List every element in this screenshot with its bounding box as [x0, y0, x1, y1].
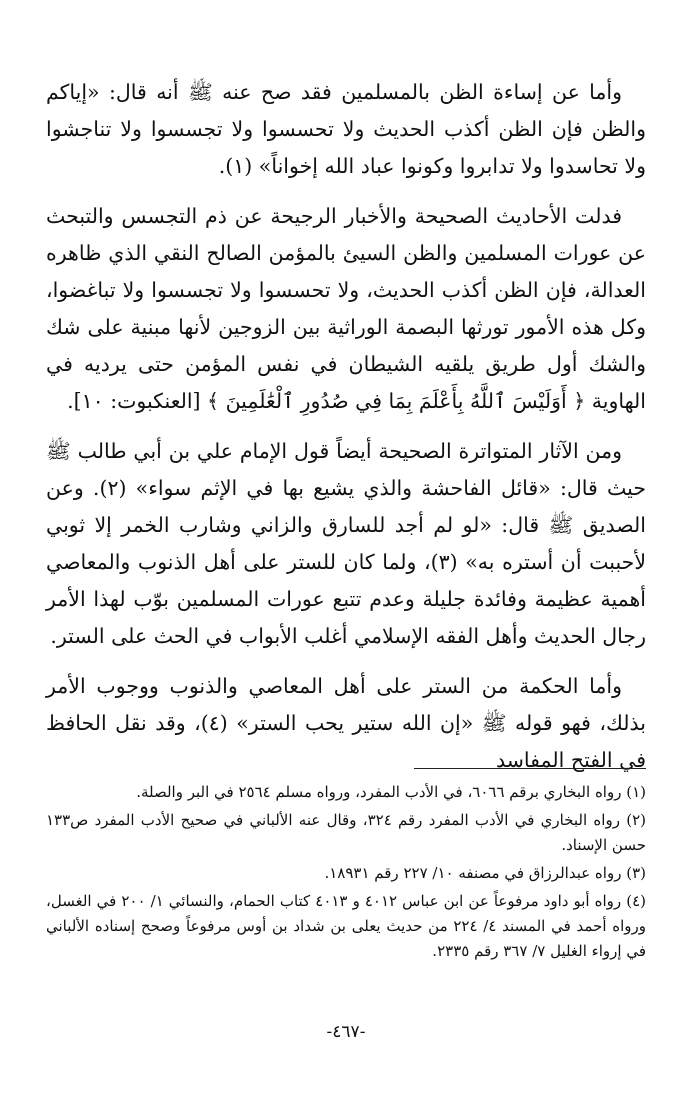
document-page	[46, 0, 646, 1107]
footnote-separator	[414, 768, 646, 769]
footnote-2: (٢) رواه البخاري في الأدب المفرد رقم ٣٢٤، وقال عنه الألباني في صحيح الأدب المفرد ص١٣٣ حسن الإسناد.	[46, 811, 646, 854]
footnote-3: (٣) رواه عبدالرزاق في مصنفه ١٠/ ٢٢٧ رقم ١٨٩٣١.	[324, 864, 646, 882]
paragraph-suspicion-hadith: وأما عن إساءة الظن بالمسلمين فقد صح عنه ﷺ أنه قال: «إياكم والظن فإن الظن أكذب الحديث ولا تحسسوا ولا تجسسوا ولا تناجشوا ولا تحاسدوا ولا تدابروا وكونوا عباد الله إخواناً» (١).	[46, 80, 646, 178]
paragraph-companion-narrations: ومن الآثار المتواترة الصحيحة أيضاً قول الإمام علي بن أبي طالب ﷺ حيث قال: «قائل الفاحشة والذي يشيع بها في الإثم سواء» (٢). وعن الصديق ﷺ قال: «لو لم أجد للسارق والزاني وشارب الخمر إلا ثوبي لأحببت أن أستره به» (٣)، ولما كان للستر على أهل الذنوب والمعاصي أهمية عظيمة وفائدة جليلة وعدم تتبع عورات المسلمين بوّب لهذا الأمر رجال الحديث وأهل الفقه الإسلامي أغلب الأبواب في الحث على الستر.	[46, 439, 647, 648]
main-text	[46, 74, 646, 792]
footnotes	[46, 780, 646, 967]
paragraph-spying-condemnation: فدلت الأحاديث الصحيحة والأخبار الرجيحة عن ذم التجسس والتبحث عن عورات المسلمين والظن السيئ بالمؤمن الصالح النقي الذي ظاهره العدالة، فإن الظن أكذب الحديث، ولا تحسسوا ولا تجسسوا ولا تباغضوا، وكل هذه الأمور تورثها البصمة الوراثية بين الزوجين لأنها مبنية على شك والشك أول طريق يلقيه الشيطان في نفس المؤمن حتى يرديه في الهاوية ﴿ أَوَلَيْسَ ٱللَّهُ بِأَعْلَمَ بِمَا فِي صُدُورِ ٱلْعَٰلَمِينَ ﴾ [العنكبوت: ١٠].	[46, 204, 646, 413]
footnote-1: (١) رواه البخاري برقم ٦٠٦٦، في الأدب المفرد، ورواه مسلم ٢٥٦٤ في البر والصلة.	[136, 783, 646, 801]
footnote-4: (٤) رواه أبو داود مرفوعاً عن ابن عباس ٤٠١٢ و ٤٠١٣ كتاب الحمام، والنسائي ١/ ٢٠٠ في الغسل، ورواه أحمد في المسند ٤/ ٢٢٤ من حديث يعلى بن شداد بن أوس مرفوعاً وصحح إسناده الألباني في إرواء الغليل ٧/ ٣٦٧ رقم ٢٣٣٥.	[46, 892, 647, 960]
page-number: -٤٦٧-	[326, 1022, 366, 1042]
paragraph-wisdom-of-concealment: وأما الحكمة من الستر على أهل المعاصي والذنوب ووجوب الأمر بذلك، فهو قوله ﷺ «إن الله ستير يحب الستر» (٤)، وقد نقل الحافظ في الفتح المفاسد	[46, 674, 646, 772]
